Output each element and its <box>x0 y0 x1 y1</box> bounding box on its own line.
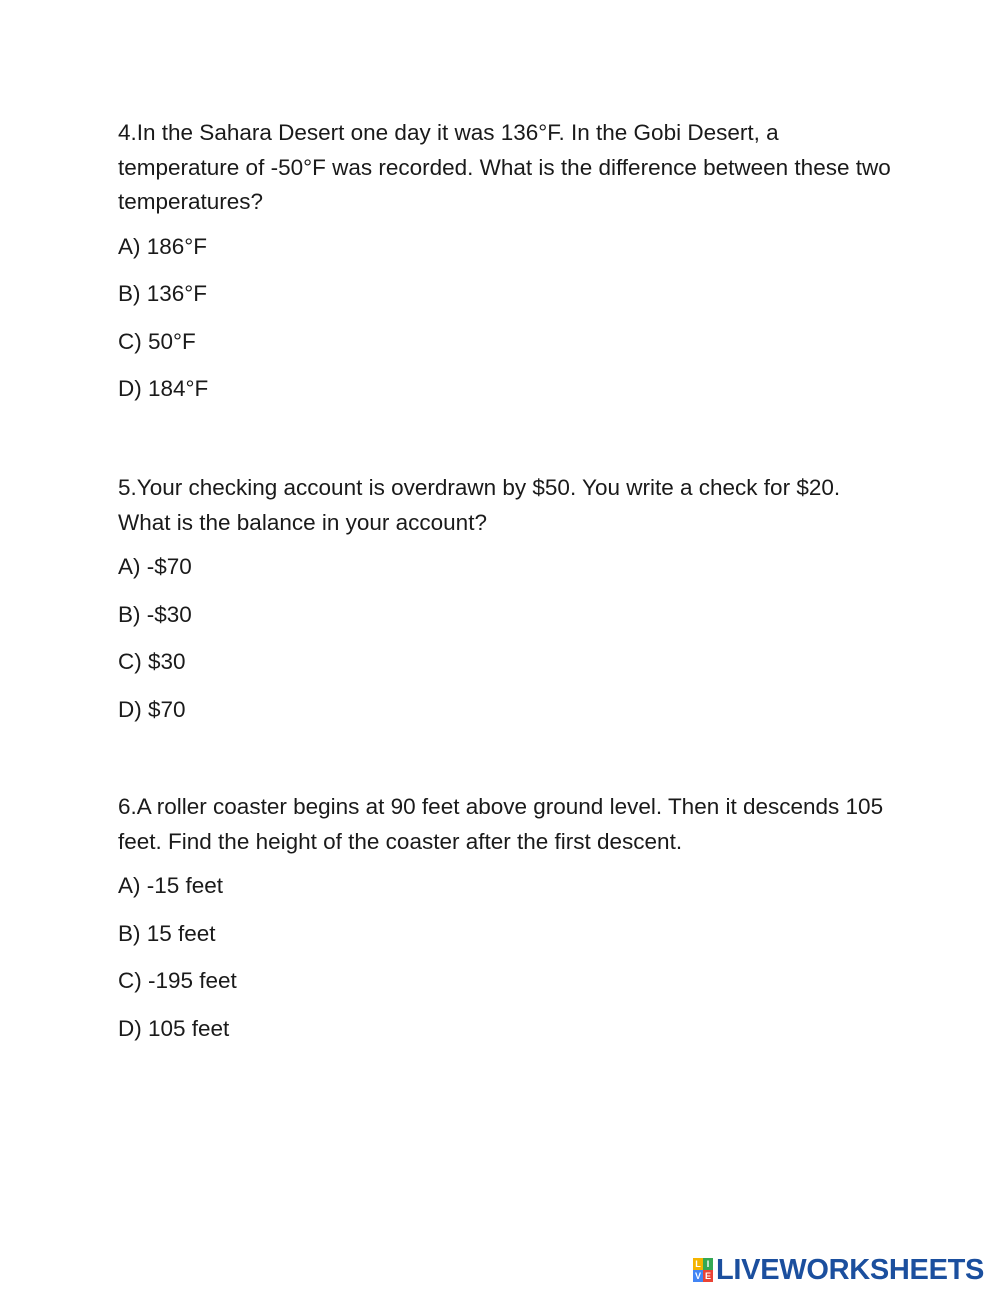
answer-option-c[interactable]: C) 50°F <box>118 328 196 354</box>
liveworksheets-logo-icon <box>693 1258 713 1282</box>
answer-option-d[interactable]: D) 105 feet <box>118 1015 230 1041</box>
answer-option-b[interactable]: B) 15 feet <box>118 920 216 946</box>
question-4 <box>118 116 898 420</box>
answer-option-d[interactable]: D) $70 <box>118 696 186 722</box>
brand-wordmark: LIVEWORKSHEETS <box>716 1253 985 1286</box>
question-stem: 5.Your checking account is overdrawn by $50. You write a check for $20. What is the balance in your account? <box>118 475 841 535</box>
answer-option-c[interactable]: C) -195 feet <box>118 968 237 993</box>
logo-letter: E <box>704 1271 711 1281</box>
question-6 <box>118 790 898 1059</box>
logo-letter: L <box>693 1258 703 1270</box>
answer-option-a[interactable]: A) -15 feet <box>118 873 224 898</box>
answer-option-b[interactable]: B) 136°F <box>118 281 208 306</box>
answer-option-a[interactable]: A) -$70 <box>118 554 192 579</box>
question-5 <box>118 471 898 740</box>
logo-letter: V <box>694 1271 701 1281</box>
answer-option-a[interactable]: A) 186°F <box>118 233 208 259</box>
answer-option-b[interactable]: B) -$30 <box>118 601 192 627</box>
answer-option-d[interactable]: D) 184°F <box>118 376 209 401</box>
question-stem: 4.In the Sahara Desert one day it was 136°F. In the Gobi Desert, a temperature of -50°F was recorded. What is the difference between these two temperatures? <box>118 120 891 214</box>
liveworksheets-brand <box>693 1254 984 1286</box>
logo-letter: I <box>703 1258 713 1270</box>
answer-option-c[interactable]: C) $30 <box>118 649 186 674</box>
question-stem: 6.A roller coaster begins at 90 feet above ground level. Then it descends 105 feet. Find the height of the coaster after the first descent. <box>118 794 884 854</box>
